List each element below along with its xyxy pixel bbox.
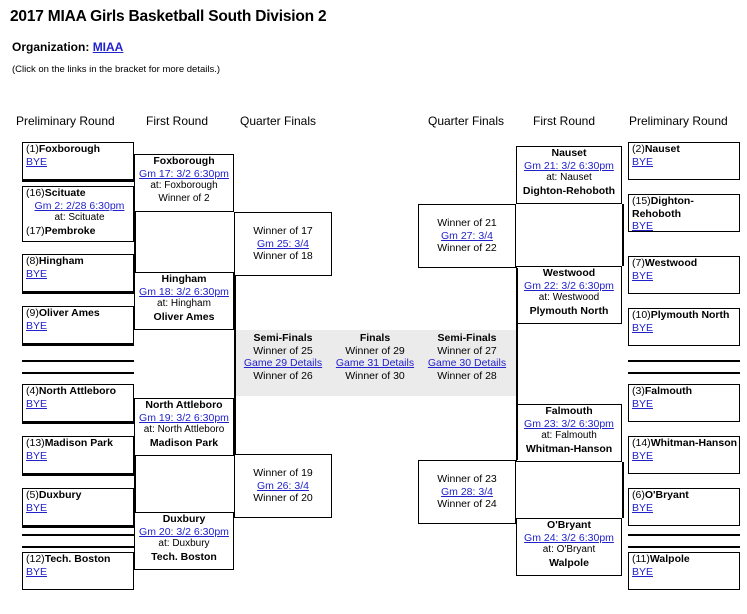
bracket-first-round-game: North Attleboro Gm 19: 3/2 6:30pm at: North Attleboro Madison Park bbox=[134, 398, 234, 456]
bracket-connector bbox=[134, 212, 136, 272]
bracket-semifinal-left: Semi-Finals Winner of 25 Game 29 Details Winner of 26 bbox=[234, 330, 332, 396]
game-link[interactable]: Gm 27: 3/4 bbox=[441, 229, 493, 242]
game-details-link[interactable]: Game 29 Details bbox=[243, 357, 323, 369]
page-title: 2017 MIAA Girls Basketball South Division 2 bbox=[10, 8, 327, 25]
game-link[interactable]: Gm 20: 3/2 6:30pm bbox=[139, 525, 229, 538]
bye-link[interactable]: BYE bbox=[632, 155, 654, 168]
bracket-connector bbox=[234, 276, 236, 454]
bye-link[interactable]: BYE bbox=[26, 565, 48, 578]
bracket-prelim-matchup: (16)Scituate Gm 2: 2/28 6:30pm at: Scituate (17)Pembroke bbox=[22, 186, 134, 242]
bracket-connector bbox=[22, 546, 134, 548]
bye-link[interactable]: BYE bbox=[632, 449, 654, 462]
game-link[interactable]: Gm 17: 3/2 6:30pm bbox=[139, 167, 229, 180]
game-link[interactable]: Gm 22: 3/2 6:30pm bbox=[524, 279, 614, 292]
bracket-connector bbox=[628, 534, 740, 536]
bracket-connector bbox=[628, 360, 740, 362]
bye-link[interactable]: BYE bbox=[26, 267, 48, 280]
bye-link[interactable]: BYE bbox=[632, 321, 654, 334]
organization-link[interactable]: MIAA bbox=[92, 40, 124, 54]
bracket-seed-entry: (13)Madison Park BYE bbox=[22, 436, 134, 474]
bracket-connector bbox=[22, 422, 134, 424]
bye-link[interactable]: BYE bbox=[632, 501, 654, 514]
bracket-seed-entry: (6)O'Bryant BYE bbox=[628, 488, 740, 526]
game-link[interactable]: Gm 23: 3/2 6:30pm bbox=[524, 417, 614, 430]
round-header-first-right: First Round bbox=[533, 114, 596, 128]
game-details-link[interactable]: Game 31 Details bbox=[335, 357, 415, 369]
bye-link[interactable]: BYE bbox=[26, 501, 48, 514]
bracket-quarterfinal-game: Winner of 23 Gm 28: 3/4 Winner of 24 bbox=[418, 460, 516, 524]
round-headers bbox=[0, 114, 747, 132]
game-link[interactable]: Gm 25: 3/4 bbox=[257, 237, 309, 250]
game-link[interactable]: Gm 28: 3/4 bbox=[441, 485, 493, 498]
bracket-connector bbox=[516, 268, 518, 460]
bracket-first-round-game: Hingham Gm 18: 3/2 6:30pm at: Hingham Oliver Ames bbox=[134, 272, 234, 330]
bracket-quarterfinal-game: Winner of 21 Gm 27: 3/4 Winner of 22 bbox=[418, 204, 516, 268]
bye-link[interactable]: BYE bbox=[632, 220, 654, 232]
bracket-seed-entry: (12)Tech. Boston BYE bbox=[22, 552, 134, 590]
bye-link[interactable]: BYE bbox=[632, 565, 654, 578]
bye-link[interactable]: BYE bbox=[26, 397, 48, 410]
bye-link[interactable]: BYE bbox=[26, 155, 48, 168]
bracket-first-round-game: Duxbury Gm 20: 3/2 6:30pm at: Duxbury Tech. Boston bbox=[134, 512, 234, 570]
game-link[interactable]: Gm 19: 3/2 6:30pm bbox=[139, 411, 229, 424]
bracket-connector bbox=[22, 344, 134, 346]
round-header-prelim-left: Preliminary Round bbox=[16, 114, 115, 128]
bracket-connector bbox=[622, 462, 624, 518]
bracket-connector bbox=[22, 534, 134, 536]
bracket-seed-entry: (9)Oliver Ames BYE bbox=[22, 306, 134, 344]
bracket-finals: Finals Winner of 29 Game 31 Details Winner of 30 bbox=[332, 330, 418, 396]
tournament-bracket bbox=[0, 134, 747, 614]
game-link[interactable]: Gm 21: 3/2 6:30pm bbox=[524, 159, 614, 172]
bye-link[interactable]: BYE bbox=[632, 397, 654, 410]
round-header-first-left: First Round bbox=[146, 114, 209, 128]
bracket-seed-entry: (3)Falmouth BYE bbox=[628, 384, 740, 422]
bracket-seed-entry: (7)Westwood BYE bbox=[628, 256, 740, 294]
game-details-link[interactable]: Game 30 Details bbox=[427, 357, 507, 369]
bye-link[interactable]: BYE bbox=[26, 449, 48, 462]
bracket-connector bbox=[628, 372, 740, 374]
organization-label: Organization: bbox=[12, 40, 90, 54]
bracket-seed-entry: (1)Foxborough BYE bbox=[22, 142, 134, 180]
bracket-seed-entry: (4)North Attleboro BYE bbox=[22, 384, 134, 422]
game-link[interactable]: Gm 2: 2/28 6:30pm bbox=[34, 199, 125, 212]
bracket-connector bbox=[22, 474, 134, 476]
bracket-first-round-game: Falmouth Gm 23: 3/2 6:30pm at: Falmouth Whitman-Hanson bbox=[516, 404, 622, 462]
bracket-quarterfinal-game: Winner of 17 Gm 25: 3/4 Winner of 18 bbox=[234, 212, 332, 276]
bracket-first-round-game: Westwood Gm 22: 3/2 6:30pm at: Westwood Plymouth North bbox=[516, 266, 622, 324]
bracket-connector bbox=[622, 204, 624, 266]
round-header-quarter-left: Quarter Finals bbox=[240, 114, 317, 128]
bracket-first-round-game: Nauset Gm 21: 3/2 6:30pm at: Nauset Dighton-Rehoboth bbox=[516, 146, 622, 204]
game-link[interactable]: Gm 18: 3/2 6:30pm bbox=[139, 285, 229, 298]
bracket-seed-entry: (11)Walpole BYE bbox=[628, 552, 740, 590]
bracket-seed-entry: (5)Duxbury BYE bbox=[22, 488, 134, 526]
bracket-connector bbox=[22, 372, 134, 374]
round-header-prelim-right: Preliminary Round bbox=[629, 114, 728, 128]
organization-line bbox=[12, 40, 747, 54]
bracket-seed-entry: (15)Dighton-Rehoboth BYE bbox=[628, 194, 740, 232]
bracket-first-round-game: Foxborough Gm 17: 3/2 6:30pm at: Foxborough Winner of 2 bbox=[134, 154, 234, 212]
bracket-connector bbox=[628, 546, 740, 548]
bracket-semifinal-right: Semi-Finals Winner of 27 Game 30 Details Winner of 28 bbox=[418, 330, 516, 396]
round-header-quarter-right: Quarter Finals bbox=[428, 114, 505, 128]
game-link[interactable]: Gm 26: 3/4 bbox=[257, 479, 309, 492]
bracket-connector bbox=[22, 360, 134, 362]
bracket-first-round-game: O'Bryant Gm 24: 3/2 6:30pm at: O'Bryant Walpole bbox=[516, 518, 622, 576]
bracket-seed-entry: (8)Hingham BYE bbox=[22, 254, 134, 292]
bracket-seed-entry: (10)Plymouth North BYE bbox=[628, 308, 740, 346]
bracket-connector bbox=[134, 456, 136, 512]
bracket-connector bbox=[22, 526, 134, 528]
bracket-hint: (Click on the links in the bracket for more details.) bbox=[12, 64, 221, 75]
bye-link[interactable]: BYE bbox=[632, 269, 654, 282]
game-link[interactable]: Gm 24: 3/2 6:30pm bbox=[524, 531, 614, 544]
bracket-quarterfinal-game: Winner of 19 Gm 26: 3/4 Winner of 20 bbox=[234, 454, 332, 518]
bracket-seed-entry: (14)Whitman-Hanson BYE bbox=[628, 436, 740, 474]
bye-link[interactable]: BYE bbox=[26, 319, 48, 332]
bracket-connector bbox=[22, 292, 134, 294]
bracket-connector bbox=[22, 180, 134, 182]
bracket-seed-entry: (2)Nauset BYE bbox=[628, 142, 740, 180]
